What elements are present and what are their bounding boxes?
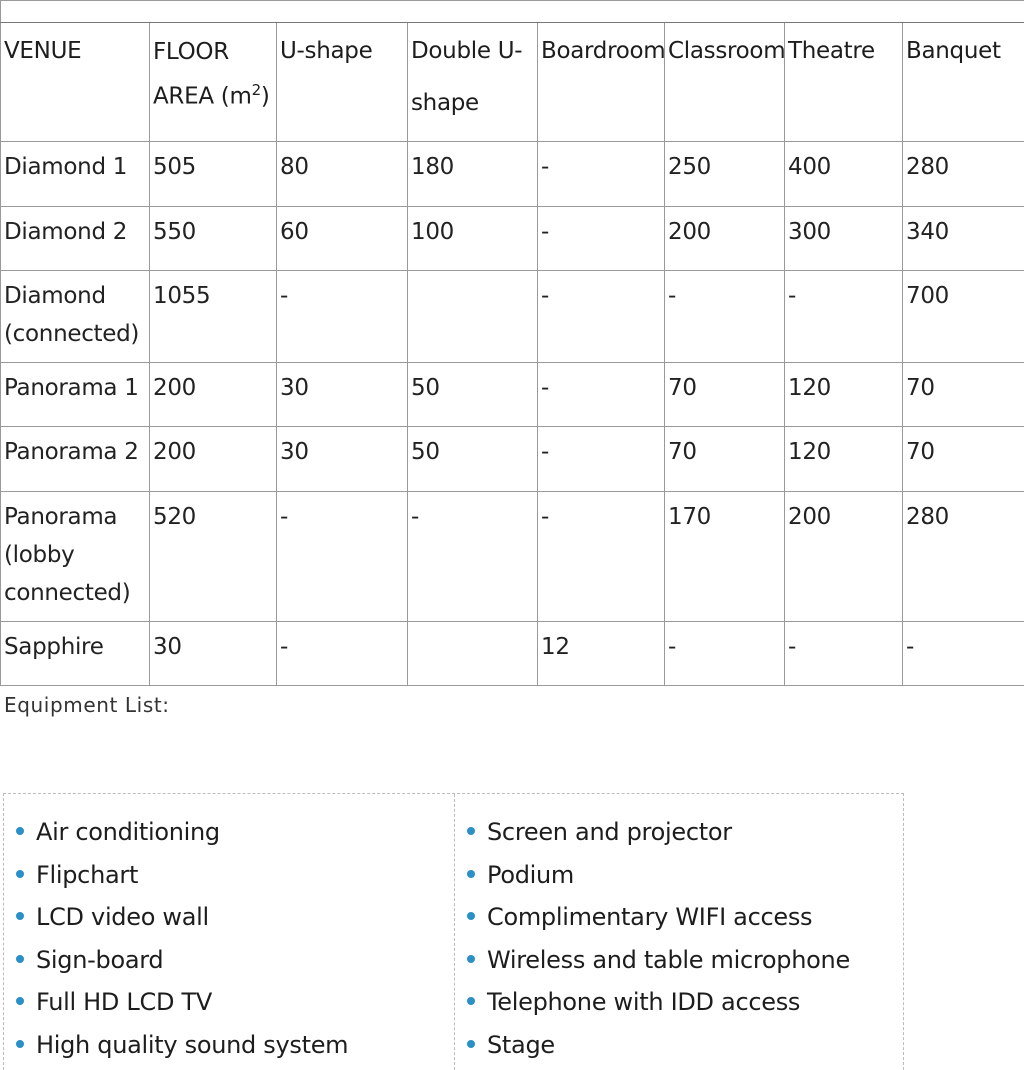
cell-venue: Panorama 2 — [1, 427, 150, 492]
table-row — [1, 207, 1024, 271]
list-item-label: Complimentary WIFI access — [487, 903, 812, 931]
cell-venue: Diamond 1 — [1, 142, 150, 207]
list-item-label: Wireless and table microphone — [487, 946, 850, 974]
cell-double-u-shape: 100 — [408, 207, 538, 271]
cell-boardroom: 12 — [538, 622, 665, 686]
list-item — [16, 811, 454, 854]
list-item-label: High quality sound system — [36, 1031, 348, 1059]
table-row — [1, 271, 1024, 363]
cell-classroom: 250 — [665, 142, 785, 207]
list-item-label: Flipchart — [36, 861, 138, 889]
list-item-label: Telephone with IDD access — [487, 988, 800, 1016]
bullet-icon — [467, 912, 475, 920]
cell-double-u-shape: 50 — [408, 427, 538, 492]
bullet-icon — [16, 955, 24, 963]
list-item-label: Air conditioning — [36, 818, 220, 846]
list-item — [467, 896, 903, 939]
list-item-label: Sign-board — [36, 946, 163, 974]
cell-banquet: 340 — [903, 207, 1024, 271]
bullet-icon — [16, 1040, 24, 1048]
cell-boardroom: - — [538, 142, 665, 207]
bullet-icon — [467, 870, 475, 878]
cell-banquet: 70 — [903, 427, 1024, 492]
list-item — [16, 854, 454, 897]
cell-u-shape: - — [277, 492, 408, 622]
list-item — [16, 896, 454, 939]
cell-boardroom: - — [538, 427, 665, 492]
cell-banquet: 280 — [903, 492, 1024, 622]
cell-boardroom: - — [538, 492, 665, 622]
table-row — [1, 427, 1024, 492]
cell-venue: Diamond 2 — [1, 207, 150, 271]
list-item-label: Screen and projector — [487, 818, 732, 846]
cell-double-u-shape: - — [408, 492, 538, 622]
cell-venue: Sapphire — [1, 622, 150, 686]
cell-u-shape: 30 — [277, 363, 408, 427]
cell-double-u-shape — [408, 622, 538, 686]
bullet-icon — [16, 997, 24, 1005]
cell-banquet: 280 — [903, 142, 1024, 207]
list-item — [467, 981, 903, 1024]
header-u-shape: U-shape — [277, 23, 408, 142]
list-item — [16, 981, 454, 1024]
cell-u-shape: - — [277, 271, 408, 363]
cell-floor-area: 30 — [150, 622, 277, 686]
header-floor-area-sup: 2 — [252, 81, 261, 99]
cell-floor-area: 200 — [150, 363, 277, 427]
cell-banquet: 700 — [903, 271, 1024, 363]
list-item — [467, 854, 903, 897]
cell-theatre: 200 — [785, 492, 903, 622]
bullet-icon — [467, 997, 475, 1005]
header-theatre: Theatre — [785, 23, 903, 142]
header-venue: VENUE — [1, 23, 150, 142]
cell-floor-area: 550 — [150, 207, 277, 271]
header-classroom: Classroom — [665, 23, 785, 142]
bullet-icon — [467, 1040, 475, 1048]
header-banquet: Banquet — [903, 23, 1024, 142]
cell-classroom: - — [665, 271, 785, 363]
cell-classroom: - — [665, 622, 785, 686]
cell-u-shape: - — [277, 622, 408, 686]
cell-u-shape: 30 — [277, 427, 408, 492]
bullet-icon — [16, 827, 24, 835]
bullet-icon — [467, 827, 475, 835]
cell-venue: Panorama (lobby connected) — [1, 492, 150, 622]
cell-boardroom: - — [538, 207, 665, 271]
table-header-row — [1, 23, 1024, 142]
cell-venue: Panorama 1 — [1, 363, 150, 427]
table-row — [1, 622, 1024, 686]
cell-u-shape: 60 — [277, 207, 408, 271]
cell-classroom: 70 — [665, 427, 785, 492]
cell-banquet: 70 — [903, 363, 1024, 427]
equipment-list-title: Equipment List: — [4, 693, 170, 717]
list-item — [16, 1024, 454, 1067]
header-floor-area-text: FLOOR AREA (m — [153, 39, 252, 110]
cell-theatre: - — [785, 622, 903, 686]
bullet-icon — [16, 912, 24, 920]
cell-theatre: 400 — [785, 142, 903, 207]
table-row — [1, 142, 1024, 207]
list-item-label: Stage — [487, 1031, 555, 1059]
header-double-u-shape: Double U-shape — [408, 23, 538, 142]
list-item-label: LCD video wall — [36, 903, 209, 931]
cell-floor-area: 505 — [150, 142, 277, 207]
cell-venue: Diamond (connected) — [1, 271, 150, 363]
list-item — [16, 939, 454, 982]
header-floor-area-close: ) — [261, 84, 270, 110]
cell-floor-area: 520 — [150, 492, 277, 622]
bullet-icon — [467, 955, 475, 963]
equipment-column-left — [4, 794, 454, 1070]
cell-double-u-shape: 180 — [408, 142, 538, 207]
bullet-icon — [16, 870, 24, 878]
cell-double-u-shape — [408, 271, 538, 363]
table-top-row — [1, 1, 1024, 23]
cell-theatre: - — [785, 271, 903, 363]
equipment-column-right — [454, 794, 903, 1070]
cell-theatre: 120 — [785, 363, 903, 427]
cell-banquet: - — [903, 622, 1024, 686]
table-row — [1, 492, 1024, 622]
cell-classroom: 170 — [665, 492, 785, 622]
list-item — [467, 939, 903, 982]
header-boardroom: Boardroom — [538, 23, 665, 142]
cell-boardroom: - — [538, 271, 665, 363]
cell-floor-area: 200 — [150, 427, 277, 492]
cell-double-u-shape: 50 — [408, 363, 538, 427]
cell-classroom: 70 — [665, 363, 785, 427]
list-item-label: Podium — [487, 861, 574, 889]
cell-boardroom: - — [538, 363, 665, 427]
cell-floor-area: 1055 — [150, 271, 277, 363]
list-item-label: Full HD LCD TV — [36, 988, 212, 1016]
cell-u-shape: 80 — [277, 142, 408, 207]
list-item — [467, 811, 903, 854]
cell-theatre: 120 — [785, 427, 903, 492]
cell-classroom: 200 — [665, 207, 785, 271]
list-item — [467, 1024, 903, 1067]
cell-theatre: 300 — [785, 207, 903, 271]
table-row — [1, 363, 1024, 427]
header-floor-area — [150, 23, 277, 142]
equipment-list — [3, 793, 904, 1070]
